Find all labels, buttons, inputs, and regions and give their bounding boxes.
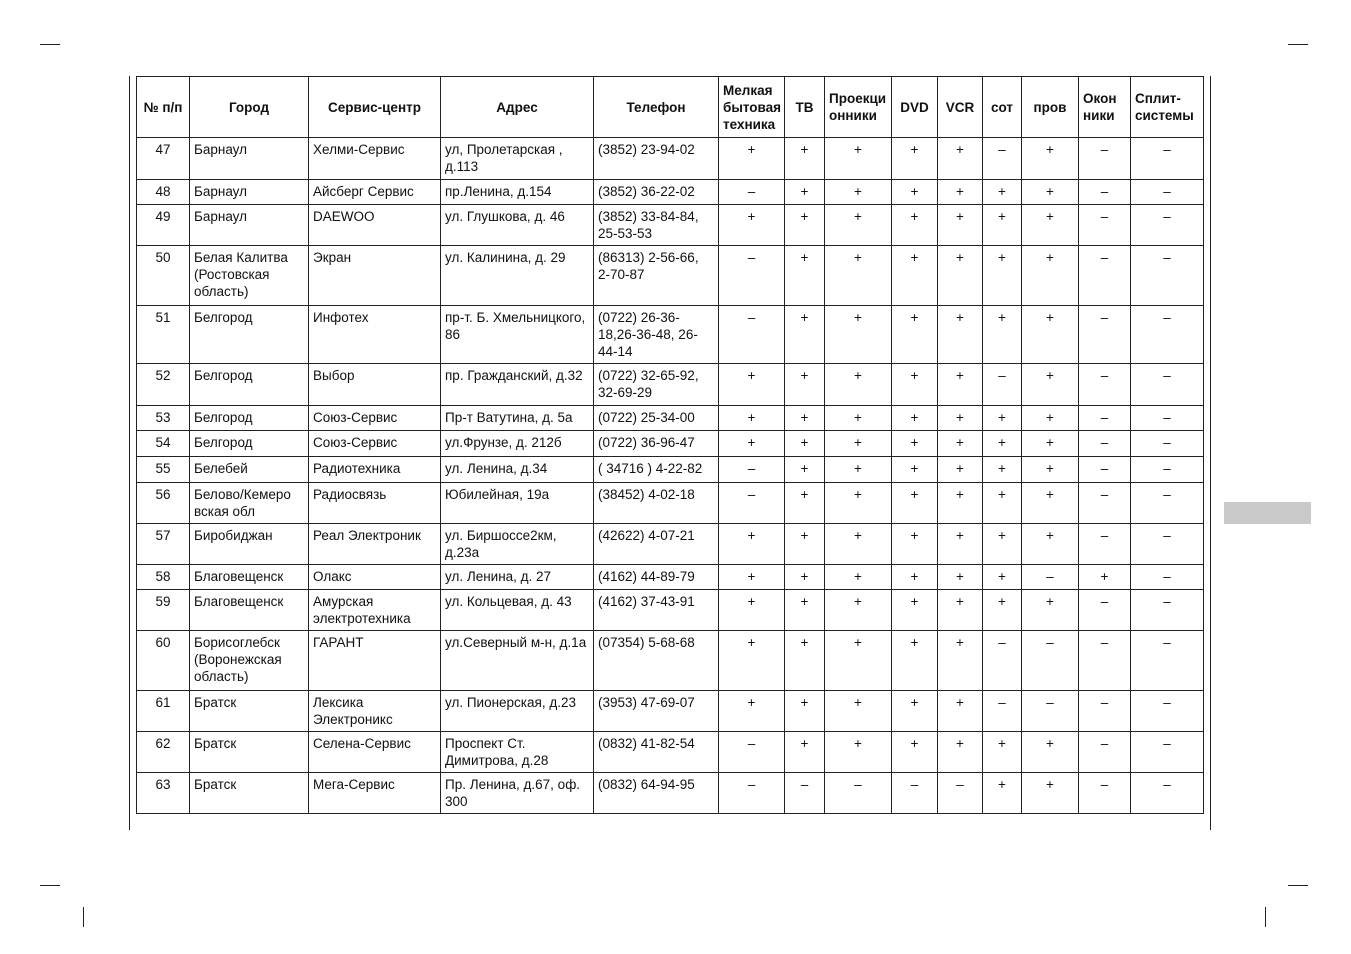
service-flag-cell: – bbox=[1022, 691, 1079, 732]
row-number: 55 bbox=[137, 457, 190, 483]
service-flag-cell: – bbox=[719, 732, 785, 773]
city-cell: Братск bbox=[190, 773, 309, 814]
service-flag-cell: + bbox=[785, 180, 825, 205]
service-flag-cell: + bbox=[892, 590, 938, 631]
row-number: 63 bbox=[137, 773, 190, 814]
service-center-cell: Выбор bbox=[309, 364, 441, 406]
phone-cell: (0722) 26-36-18,26-36-48, 26-44-14 bbox=[594, 306, 719, 364]
address-cell: ул, Пролетарская , д.113 bbox=[441, 138, 594, 180]
address-cell: ул.Северный м-н, д.1а bbox=[441, 631, 594, 691]
service-flag-cell: + bbox=[938, 590, 983, 631]
service-center-cell: ГАРАНТ bbox=[309, 631, 441, 691]
table-row bbox=[137, 364, 1204, 406]
service-flag-cell: + bbox=[719, 590, 785, 631]
service-center-cell: Олакс bbox=[309, 565, 441, 590]
service-flag-cell: – bbox=[938, 773, 983, 814]
service-flag-cell: + bbox=[1022, 246, 1079, 306]
address-cell: ул. Пионерская, д.23 bbox=[441, 691, 594, 732]
service-flag-cell: + bbox=[825, 205, 892, 246]
service-center-cell: Селена-Сервис bbox=[309, 732, 441, 773]
service-center-cell: Айсберг Сервис bbox=[309, 180, 441, 205]
address-cell: ул. Ленина, д.34 bbox=[441, 457, 594, 483]
service-flag-cell: – bbox=[1079, 631, 1131, 691]
service-flag-cell: – bbox=[719, 457, 785, 483]
city-cell: Братск bbox=[190, 732, 309, 773]
crop-mark bbox=[1288, 44, 1308, 45]
row-number: 62 bbox=[137, 732, 190, 773]
service-flag-cell: + bbox=[825, 631, 892, 691]
service-flag-cell: + bbox=[892, 246, 938, 306]
crop-mark bbox=[1288, 885, 1308, 886]
service-flag-cell: – bbox=[1079, 180, 1131, 205]
service-flag-cell: + bbox=[892, 431, 938, 457]
service-flag-cell: – bbox=[1079, 691, 1131, 732]
service-flag-cell: + bbox=[938, 246, 983, 306]
table-row bbox=[137, 406, 1204, 431]
city-cell: Борисоглебск (Воронежская область) bbox=[190, 631, 309, 691]
table-row bbox=[137, 246, 1204, 306]
service-flag-cell: + bbox=[825, 524, 892, 565]
service-flag-cell: + bbox=[785, 691, 825, 732]
table-row bbox=[137, 180, 1204, 205]
service-flag-cell: + bbox=[785, 406, 825, 431]
col-header-small-appliances: Мелкая бытовая техника bbox=[719, 77, 785, 138]
service-flag-cell: – bbox=[1131, 205, 1204, 246]
service-flag-cell: – bbox=[719, 773, 785, 814]
service-flag-cell: – bbox=[1131, 180, 1204, 205]
service-flag-cell: + bbox=[892, 138, 938, 180]
service-flag-cell: + bbox=[825, 565, 892, 590]
col-header-service-center: Сервис-центр bbox=[309, 77, 441, 138]
service-flag-cell: + bbox=[938, 524, 983, 565]
service-flag-cell: + bbox=[825, 180, 892, 205]
service-flag-cell: + bbox=[1022, 180, 1079, 205]
phone-cell: (07354) 5-68-68 bbox=[594, 631, 719, 691]
city-cell: Белово/Кемеро вская обл bbox=[190, 483, 309, 524]
service-flag-cell: + bbox=[825, 483, 892, 524]
service-flag-cell: + bbox=[938, 431, 983, 457]
table-row bbox=[137, 306, 1204, 364]
col-header-projectors: Проекци онники bbox=[825, 77, 892, 138]
service-flag-cell: + bbox=[719, 364, 785, 406]
service-flag-cell: – bbox=[1079, 732, 1131, 773]
service-flag-cell: + bbox=[938, 138, 983, 180]
crop-mark bbox=[1265, 907, 1266, 927]
row-number: 60 bbox=[137, 631, 190, 691]
service-flag-cell: – bbox=[1131, 565, 1204, 590]
row-number: 52 bbox=[137, 364, 190, 406]
service-flag-cell: + bbox=[983, 180, 1022, 205]
service-flag-cell: + bbox=[719, 631, 785, 691]
service-flag-cell: + bbox=[938, 306, 983, 364]
service-flag-cell: – bbox=[1079, 406, 1131, 431]
service-flag-cell: + bbox=[719, 205, 785, 246]
phone-cell: (3852) 36-22-02 bbox=[594, 180, 719, 205]
phone-cell: (3953) 47-69-07 bbox=[594, 691, 719, 732]
address-cell: ул. Биршоссе2км, д.23а bbox=[441, 524, 594, 565]
service-flag-cell: + bbox=[825, 364, 892, 406]
phone-cell: (4162) 37-43-91 bbox=[594, 590, 719, 631]
table-row bbox=[137, 205, 1204, 246]
service-flag-cell: + bbox=[785, 138, 825, 180]
service-center-cell: Радиотехника bbox=[309, 457, 441, 483]
service-flag-cell: + bbox=[785, 431, 825, 457]
service-flag-cell: – bbox=[825, 773, 892, 814]
table-row bbox=[137, 524, 1204, 565]
city-cell: Барнаул bbox=[190, 205, 309, 246]
table-row bbox=[137, 457, 1204, 483]
service-flag-cell: + bbox=[938, 457, 983, 483]
service-flag-cell: – bbox=[1131, 246, 1204, 306]
service-flag-cell: + bbox=[892, 457, 938, 483]
phone-cell: (0722) 36-96-47 bbox=[594, 431, 719, 457]
service-flag-cell: + bbox=[892, 180, 938, 205]
service-flag-cell: + bbox=[1022, 457, 1079, 483]
phone-cell: (38452) 4-02-18 bbox=[594, 483, 719, 524]
city-cell: Белгород bbox=[190, 364, 309, 406]
service-flag-cell: – bbox=[719, 180, 785, 205]
service-flag-cell: + bbox=[983, 590, 1022, 631]
service-flag-cell: + bbox=[983, 732, 1022, 773]
service-flag-cell: + bbox=[892, 483, 938, 524]
service-flag-cell: – bbox=[983, 364, 1022, 406]
service-flag-cell: + bbox=[1022, 431, 1079, 457]
col-header-dvd: DVD bbox=[892, 77, 938, 138]
city-cell: Белгород bbox=[190, 431, 309, 457]
service-flag-cell: – bbox=[1079, 483, 1131, 524]
service-flag-cell: – bbox=[1131, 631, 1204, 691]
service-flag-cell: – bbox=[1022, 631, 1079, 691]
service-flag-cell: + bbox=[825, 246, 892, 306]
service-flag-cell: + bbox=[892, 691, 938, 732]
service-flag-cell: + bbox=[785, 590, 825, 631]
table-row bbox=[137, 138, 1204, 180]
phone-cell: (0832) 41-82-54 bbox=[594, 732, 719, 773]
service-flag-cell: + bbox=[719, 138, 785, 180]
service-center-cell: Союз-Сервис bbox=[309, 431, 441, 457]
service-flag-cell: + bbox=[892, 524, 938, 565]
address-cell: пр-т. Б. Хмельницкого, 86 bbox=[441, 306, 594, 364]
col-header-wired: пров bbox=[1022, 77, 1079, 138]
service-flag-cell: + bbox=[938, 406, 983, 431]
service-center-cell: Мега-Сервис bbox=[309, 773, 441, 814]
address-cell: ул. Глушкова, д. 46 bbox=[441, 205, 594, 246]
address-cell: ул.Фрунзе, д. 212б bbox=[441, 431, 594, 457]
service-flag-cell: – bbox=[1131, 773, 1204, 814]
service-flag-cell: – bbox=[1131, 457, 1204, 483]
address-cell: ул. Кольцевая, д. 43 bbox=[441, 590, 594, 631]
service-flag-cell: – bbox=[1022, 565, 1079, 590]
crop-mark bbox=[83, 907, 84, 927]
table-row bbox=[137, 483, 1204, 524]
service-center-cell: Инфотех bbox=[309, 306, 441, 364]
table-row bbox=[137, 590, 1204, 631]
row-number: 49 bbox=[137, 205, 190, 246]
city-cell: Барнаул bbox=[190, 180, 309, 205]
service-flag-cell: – bbox=[983, 691, 1022, 732]
service-flag-cell: – bbox=[1131, 483, 1204, 524]
service-flag-cell: + bbox=[825, 431, 892, 457]
phone-cell: (0832) 64-94-95 bbox=[594, 773, 719, 814]
row-number: 58 bbox=[137, 565, 190, 590]
service-flag-cell: + bbox=[938, 691, 983, 732]
service-flag-cell: + bbox=[785, 457, 825, 483]
service-flag-cell: + bbox=[1022, 406, 1079, 431]
address-cell: Пр. Ленина, д.67, оф. 300 bbox=[441, 773, 594, 814]
service-flag-cell: + bbox=[938, 631, 983, 691]
service-flag-cell: – bbox=[719, 246, 785, 306]
service-flag-cell: + bbox=[785, 205, 825, 246]
service-center-cell: Лексика Электроникс bbox=[309, 691, 441, 732]
col-header-split-systems: Сплит- системы bbox=[1131, 77, 1204, 138]
table-row bbox=[137, 773, 1204, 814]
service-flag-cell: – bbox=[1131, 524, 1204, 565]
row-number: 47 bbox=[137, 138, 190, 180]
service-flag-cell: + bbox=[1022, 483, 1079, 524]
service-flag-cell: + bbox=[719, 431, 785, 457]
row-number: 53 bbox=[137, 406, 190, 431]
service-flag-cell: + bbox=[825, 732, 892, 773]
service-flag-cell: + bbox=[892, 406, 938, 431]
service-flag-cell: + bbox=[983, 431, 1022, 457]
service-center-cell: Экран bbox=[309, 246, 441, 306]
city-cell: Белая Калитва (Ростовская область) bbox=[190, 246, 309, 306]
service-flag-cell: + bbox=[785, 524, 825, 565]
service-flag-cell: + bbox=[892, 732, 938, 773]
service-flag-cell: + bbox=[892, 306, 938, 364]
city-cell: Биробиджан bbox=[190, 524, 309, 565]
table-row bbox=[137, 691, 1204, 732]
city-cell: Белебей bbox=[190, 457, 309, 483]
service-flag-cell: + bbox=[1022, 306, 1079, 364]
service-flag-cell: + bbox=[825, 691, 892, 732]
service-flag-cell: + bbox=[1079, 565, 1131, 590]
service-flag-cell: + bbox=[892, 364, 938, 406]
crop-mark bbox=[40, 885, 60, 886]
service-flag-cell: + bbox=[983, 306, 1022, 364]
row-number: 54 bbox=[137, 431, 190, 457]
service-flag-cell: + bbox=[983, 524, 1022, 565]
service-flag-cell: + bbox=[1022, 205, 1079, 246]
service-flag-cell: – bbox=[1079, 524, 1131, 565]
row-number: 57 bbox=[137, 524, 190, 565]
service-flag-cell: + bbox=[825, 590, 892, 631]
service-flag-cell: – bbox=[1079, 138, 1131, 180]
frame-line-left bbox=[129, 76, 130, 830]
service-flag-cell: – bbox=[1079, 457, 1131, 483]
service-flag-cell: – bbox=[1131, 406, 1204, 431]
service-flag-cell: + bbox=[938, 565, 983, 590]
city-cell: Белгород bbox=[190, 406, 309, 431]
service-flag-cell: – bbox=[1079, 364, 1131, 406]
service-flag-cell: + bbox=[785, 565, 825, 590]
col-header-city: Город bbox=[190, 77, 309, 138]
row-number: 51 bbox=[137, 306, 190, 364]
table-row bbox=[137, 565, 1204, 590]
row-number: 61 bbox=[137, 691, 190, 732]
address-cell: Проспект Ст. Димитрова, д.28 bbox=[441, 732, 594, 773]
service-flag-cell: – bbox=[1131, 364, 1204, 406]
service-flag-cell: – bbox=[1131, 732, 1204, 773]
phone-cell: (3852) 23-94-02 bbox=[594, 138, 719, 180]
address-cell: Юбилейная, 19а bbox=[441, 483, 594, 524]
service-flag-cell: + bbox=[938, 205, 983, 246]
service-flag-cell: – bbox=[1131, 306, 1204, 364]
table-row bbox=[137, 431, 1204, 457]
service-flag-cell: – bbox=[1131, 691, 1204, 732]
service-flag-cell: + bbox=[785, 732, 825, 773]
service-flag-cell: + bbox=[785, 483, 825, 524]
service-flag-cell: + bbox=[719, 524, 785, 565]
col-header-phone: Телефон bbox=[594, 77, 719, 138]
frame-line-right bbox=[1210, 76, 1211, 830]
service-flag-cell: + bbox=[1022, 138, 1079, 180]
service-flag-cell: + bbox=[983, 246, 1022, 306]
service-flag-cell: + bbox=[825, 406, 892, 431]
service-flag-cell: + bbox=[983, 406, 1022, 431]
service-center-cell: Радиосвязь bbox=[309, 483, 441, 524]
col-header-cellular: сот bbox=[983, 77, 1022, 138]
service-center-cell: Амурская электротехника bbox=[309, 590, 441, 631]
service-flag-cell: + bbox=[983, 205, 1022, 246]
service-flag-cell: + bbox=[1022, 590, 1079, 631]
phone-cell: ( 34716 ) 4-22-82 bbox=[594, 457, 719, 483]
service-flag-cell: – bbox=[1079, 431, 1131, 457]
row-number: 59 bbox=[137, 590, 190, 631]
col-header-vcr: VCR bbox=[938, 77, 983, 138]
service-flag-cell: – bbox=[892, 773, 938, 814]
service-center-cell: Союз-Сервис bbox=[309, 406, 441, 431]
service-flag-cell: + bbox=[719, 406, 785, 431]
service-flag-cell: – bbox=[1079, 205, 1131, 246]
service-flag-cell: + bbox=[1022, 524, 1079, 565]
service-flag-cell: – bbox=[1131, 431, 1204, 457]
service-flag-cell: – bbox=[1131, 138, 1204, 180]
section-tab-marker bbox=[1224, 502, 1311, 524]
address-cell: пр. Гражданский, д.32 bbox=[441, 364, 594, 406]
service-flag-cell: + bbox=[1022, 732, 1079, 773]
service-flag-cell: – bbox=[1079, 773, 1131, 814]
service-flag-cell: + bbox=[983, 773, 1022, 814]
table-row bbox=[137, 631, 1204, 691]
service-flag-cell: + bbox=[719, 691, 785, 732]
service-flag-cell: – bbox=[983, 631, 1022, 691]
service-flag-cell: + bbox=[1022, 364, 1079, 406]
table-row bbox=[137, 732, 1204, 773]
header-row bbox=[137, 77, 1204, 138]
phone-cell: (86313) 2-56-66, 2-70-87 bbox=[594, 246, 719, 306]
city-cell: Барнаул bbox=[190, 138, 309, 180]
col-header-tv: ТВ bbox=[785, 77, 825, 138]
service-flag-cell: – bbox=[1079, 590, 1131, 631]
col-header-window-units: Окон ники bbox=[1079, 77, 1131, 138]
service-flag-cell: + bbox=[983, 565, 1022, 590]
service-center-cell: Хелми-Сервис bbox=[309, 138, 441, 180]
service-flag-cell: + bbox=[983, 457, 1022, 483]
service-flag-cell: – bbox=[719, 483, 785, 524]
city-cell: Братск bbox=[190, 691, 309, 732]
service-flag-cell: + bbox=[938, 180, 983, 205]
service-flag-cell: – bbox=[1079, 306, 1131, 364]
service-center-cell: Реал Электроник bbox=[309, 524, 441, 565]
service-flag-cell: + bbox=[938, 364, 983, 406]
service-flag-cell: + bbox=[892, 565, 938, 590]
service-flag-cell: + bbox=[785, 306, 825, 364]
service-flag-cell: + bbox=[785, 246, 825, 306]
service-flag-cell: + bbox=[825, 138, 892, 180]
row-number: 48 bbox=[137, 180, 190, 205]
service-flag-cell: – bbox=[1131, 590, 1204, 631]
service-flag-cell: + bbox=[938, 732, 983, 773]
row-number: 50 bbox=[137, 246, 190, 306]
service-flag-cell: + bbox=[785, 631, 825, 691]
city-cell: Благовещенск bbox=[190, 590, 309, 631]
phone-cell: (0722) 32-65-92, 32-69-29 bbox=[594, 364, 719, 406]
service-center-cell: DAEWOO bbox=[309, 205, 441, 246]
city-cell: Благовещенск bbox=[190, 565, 309, 590]
service-flag-cell: + bbox=[719, 565, 785, 590]
service-flag-cell: + bbox=[825, 457, 892, 483]
phone-cell: (4162) 44-89-79 bbox=[594, 565, 719, 590]
service-flag-cell: + bbox=[938, 483, 983, 524]
crop-mark bbox=[40, 44, 60, 45]
address-cell: ул. Калинина, д. 29 bbox=[441, 246, 594, 306]
address-cell: ул. Ленина, д. 27 bbox=[441, 565, 594, 590]
phone-cell: (3852) 33-84-84, 25-53-53 bbox=[594, 205, 719, 246]
address-cell: Пр-т Ватутина, д. 5а bbox=[441, 406, 594, 431]
service-flag-cell: – bbox=[719, 306, 785, 364]
service-centers-table bbox=[136, 76, 1204, 814]
service-flag-cell: + bbox=[892, 205, 938, 246]
service-flag-cell: – bbox=[983, 138, 1022, 180]
address-cell: пр.Ленина, д.154 bbox=[441, 180, 594, 205]
phone-cell: (0722) 25-34-00 bbox=[594, 406, 719, 431]
service-flag-cell: + bbox=[892, 631, 938, 691]
service-flag-cell: + bbox=[1022, 773, 1079, 814]
service-flag-cell: – bbox=[1079, 246, 1131, 306]
service-flag-cell: – bbox=[785, 773, 825, 814]
row-number: 56 bbox=[137, 483, 190, 524]
service-flag-cell: + bbox=[825, 306, 892, 364]
service-flag-cell: + bbox=[983, 483, 1022, 524]
service-flag-cell: + bbox=[785, 364, 825, 406]
col-header-address: Адрес bbox=[441, 77, 594, 138]
col-header-number: № п/п bbox=[137, 77, 190, 138]
city-cell: Белгород bbox=[190, 306, 309, 364]
phone-cell: (42622) 4-07-21 bbox=[594, 524, 719, 565]
